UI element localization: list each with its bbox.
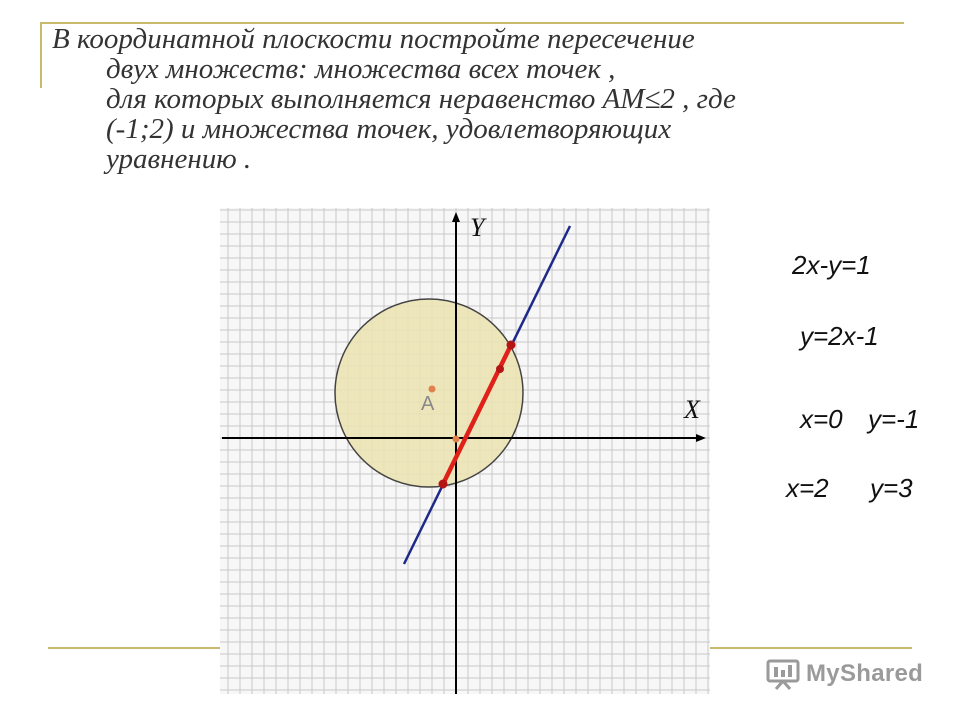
watermark bbox=[766, 656, 923, 692]
segment-endpoint-lower bbox=[439, 480, 448, 489]
watermark-text: MyShared bbox=[806, 660, 924, 687]
title-line-1: В координатной плоскости постройте пересечение bbox=[52, 23, 695, 55]
point1-x: x=0 bbox=[800, 404, 843, 434]
segment-endpoint-upper bbox=[507, 341, 516, 350]
decor-left-line bbox=[40, 22, 42, 88]
title-line-4: (-1;2) и множества точек, удовлетворяющих bbox=[106, 113, 672, 145]
point-2-3 bbox=[496, 365, 504, 373]
title-line-2: двух множеств: множества всех точек , bbox=[106, 53, 616, 85]
origin-point bbox=[453, 436, 460, 443]
equation-1: 2x-y=1 bbox=[792, 250, 871, 280]
y-axis-label: Y bbox=[470, 213, 485, 242]
x-axis-label: X bbox=[684, 395, 700, 424]
coordinate-plane bbox=[220, 208, 710, 694]
slide-title bbox=[52, 24, 912, 174]
equation-2: y=2x-1 bbox=[800, 321, 879, 351]
title-line-3: для которых выполняется неравенство АМ≤2 , где bbox=[106, 83, 736, 115]
center-point-a bbox=[429, 386, 436, 393]
title-line-5: уравнению . bbox=[106, 143, 252, 175]
point-a-label: A bbox=[421, 393, 435, 415]
point2-y: y=3 bbox=[870, 473, 913, 503]
point2-x: x=2 bbox=[786, 473, 829, 503]
point1-y: y=-1 bbox=[868, 404, 920, 434]
presentation-board-icon bbox=[766, 658, 800, 690]
